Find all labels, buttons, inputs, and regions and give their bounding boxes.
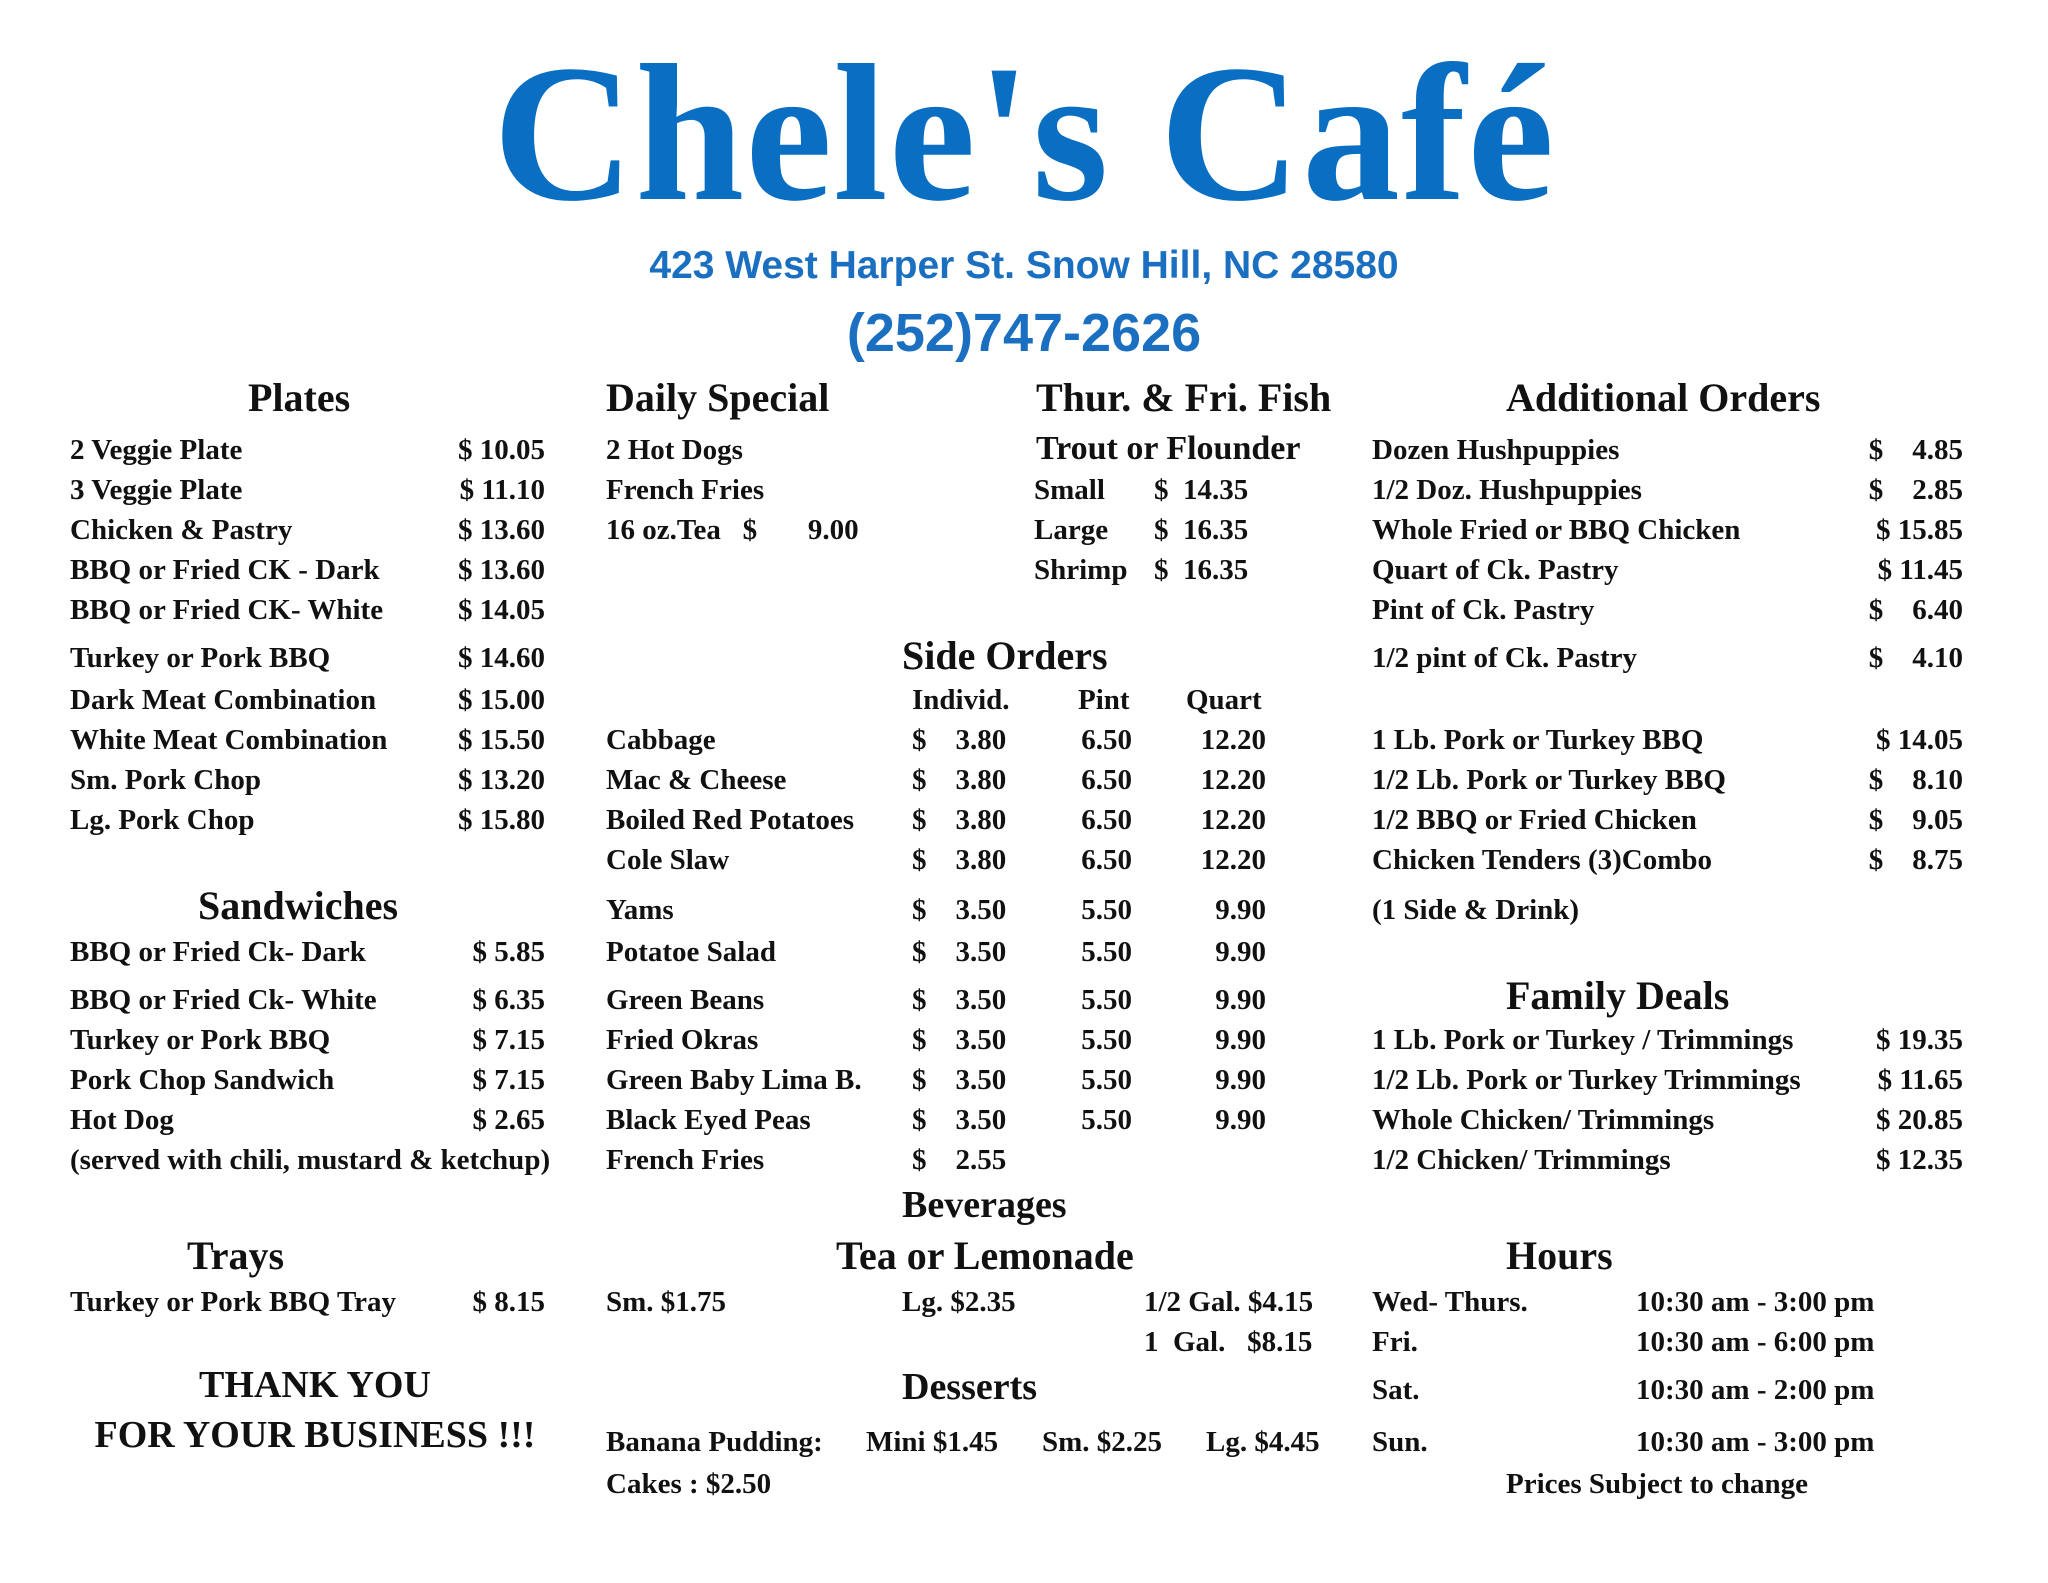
menu-item-price: $ 15.80 [458, 804, 545, 836]
plates-heading: Plates [248, 375, 351, 420]
menu-item-name: White Meat Combination [70, 724, 388, 756]
side-orders-heading: Side Orders [902, 633, 1108, 678]
side-order-individ-price: $ 2.55 [912, 1144, 1007, 1176]
menu-item-price: $ 14.60 [458, 642, 545, 674]
menu-item-price: $ 4.85 [1868, 434, 1963, 466]
side-order-name: Cole Slaw [606, 844, 730, 876]
menu-item-name: Dark Meat Combination [70, 684, 377, 716]
hours-heading: Hours [1506, 1233, 1613, 1278]
side-order-name: Cabbage [606, 724, 716, 756]
side-orders-col-pint: Pint [1078, 684, 1130, 716]
menu-item-price: $ 20.85 [1876, 1104, 1963, 1136]
cafe-address: 423 West Harper St. Snow Hill, NC 28580 [649, 244, 1399, 287]
menu-item-name: Quart of Ck. Pastry [1372, 554, 1619, 586]
menu-item-price: $ 6.40 [1868, 594, 1963, 626]
menu-item-price: $ 15.00 [458, 684, 545, 716]
side-order-individ-price: $ 3.80 [912, 724, 1007, 756]
tray-item-price: $ 8.15 [472, 1286, 545, 1318]
daily-special-heading: Daily Special [606, 375, 830, 420]
side-order-individ-price: $ 3.80 [912, 804, 1007, 836]
side-order-quart-price: 12.20 [1200, 844, 1266, 876]
menu-item-name: BBQ or Fried CK - Dark [70, 554, 380, 586]
menu-item-price: $ 2.85 [1868, 474, 1963, 506]
beverage-large-price: Lg. $2.35 [902, 1286, 1016, 1318]
hours-day: Wed- Thurs. [1372, 1286, 1528, 1318]
menu-item-name: 3 Veggie Plate [70, 474, 243, 506]
side-orders-col-quart: Quart [1186, 684, 1262, 716]
side-order-individ-price: $ 3.50 [912, 1104, 1007, 1136]
fish-item-price: $ 16.35 [1154, 514, 1249, 546]
menu-item-price: $ 14.05 [458, 594, 545, 626]
menu-item-price: $ 13.20 [458, 764, 545, 796]
thank-you-line-2: FOR YOUR BUSINESS !!! [94, 1414, 536, 1456]
side-order-quart-price: 12.20 [1200, 724, 1266, 756]
menu-item-name: 1/2 Doz. Hushpuppies [1372, 474, 1642, 506]
daily-special-line: French Fries [606, 474, 765, 506]
menu-item-name: 1 Lb. Pork or Turkey BBQ [1372, 724, 1704, 756]
prices-note: Prices Subject to change [1506, 1468, 1809, 1500]
menu-item-price: $ 11.65 [1877, 1064, 1963, 1096]
menu-item-name: Pint of Ck. Pastry [1372, 594, 1595, 626]
side-order-pint-price: 6.50 [1081, 804, 1132, 836]
menu-item-price: $ 15.50 [458, 724, 545, 756]
banana-pudding-label: Banana Pudding: [606, 1426, 823, 1458]
side-order-individ-price: $ 3.50 [912, 1064, 1007, 1096]
side-order-quart-price: 9.90 [1215, 936, 1266, 968]
side-order-pint-price: 6.50 [1081, 724, 1132, 756]
side-order-quart-price: 9.90 [1215, 1024, 1266, 1056]
side-order-quart-price: 9.90 [1215, 1064, 1266, 1096]
menu-item-price: $ 14.05 [1876, 724, 1963, 756]
menu-item-price: $ 4.10 [1868, 642, 1963, 674]
fish-item-name: Small [1034, 474, 1105, 506]
side-order-pint-price: 5.50 [1081, 984, 1132, 1016]
menu-item-price: $ 2.65 [472, 1104, 545, 1136]
side-order-individ-price: $ 3.80 [912, 764, 1007, 796]
side-order-name: Yams [606, 894, 674, 926]
menu-item-price: $ 9.05 [1868, 804, 1963, 836]
tray-item-name: Turkey or Pork BBQ Tray [70, 1286, 397, 1318]
hours-day: Fri. [1372, 1326, 1418, 1358]
pudding-small-price: Sm. $2.25 [1042, 1426, 1163, 1458]
side-order-name: Potatoe Salad [606, 936, 776, 968]
hours-time: 10:30 am - 3:00 pm [1636, 1286, 1875, 1318]
beverages-heading: Beverages [902, 1184, 1067, 1226]
side-order-individ-price: $ 3.80 [912, 844, 1007, 876]
menu-item-name: 1/2 Chicken/ Trimmings [1372, 1144, 1671, 1176]
side-order-name: Boiled Red Potatoes [606, 804, 855, 836]
side-order-pint-price: 5.50 [1081, 1104, 1132, 1136]
menu-item-price: $ 15.85 [1876, 514, 1963, 546]
hours-day: Sun. [1372, 1426, 1428, 1458]
side-order-quart-price: 9.90 [1215, 1104, 1266, 1136]
side-order-individ-price: $ 3.50 [912, 936, 1007, 968]
combo-note: (1 Side & Drink) [1372, 894, 1580, 926]
menu-item-name: Turkey or Pork BBQ [70, 1024, 331, 1056]
fish-item-price: $ 16.35 [1154, 554, 1249, 586]
menu-item-price: $ 5.85 [472, 936, 545, 968]
menu-item-price: $ 11.10 [459, 474, 545, 506]
thank-you-line-1: THANK YOU [199, 1364, 431, 1406]
menu-item-name: Pork Chop Sandwich [70, 1064, 335, 1096]
menu-item-name: Turkey or Pork BBQ [70, 642, 331, 674]
menu-item-price: $ 19.35 [1876, 1024, 1963, 1056]
side-order-pint-price: 5.50 [1081, 936, 1132, 968]
fish-item-name: Shrimp [1034, 554, 1128, 586]
side-order-pint-price: 5.50 [1081, 1064, 1132, 1096]
menu-item-name: Dozen Hushpuppies [1372, 434, 1620, 466]
fish-heading: Thur. & Fri. Fish [1036, 375, 1332, 420]
side-order-name: Green Beans [606, 984, 765, 1016]
menu-item-price: $ 8.10 [1868, 764, 1963, 796]
side-order-quart-price: 9.90 [1215, 894, 1266, 926]
side-order-name: French Fries [606, 1144, 765, 1176]
side-order-individ-price: $ 3.50 [912, 984, 1007, 1016]
fish-subheading: Trout or Flounder [1036, 430, 1301, 467]
hours-day: Sat. [1372, 1374, 1420, 1406]
side-order-name: Black Eyed Peas [606, 1104, 811, 1136]
menu-item-price: $ 11.45 [1877, 554, 1963, 586]
menu-item-name: 1/2 Lb. Pork or Turkey BBQ [1372, 764, 1726, 796]
fish-item-price: $ 14.35 [1154, 474, 1249, 506]
menu-item-name: BBQ or Fried CK- White [70, 594, 384, 626]
additional-orders-heading: Additional Orders [1506, 375, 1821, 420]
hours-time: 10:30 am - 3:00 pm [1636, 1426, 1875, 1458]
menu-item-name: 1 Lb. Pork or Turkey / Trimmings [1372, 1024, 1794, 1056]
daily-special-line: 16 oz.Tea $ 9.00 [606, 514, 859, 546]
menu-item-price: $ 10.05 [458, 434, 545, 466]
side-orders-col-individ: Individ. [912, 684, 1010, 716]
menu-item-name: Whole Fried or BBQ Chicken [1372, 514, 1741, 546]
menu-item-name: BBQ or Fried Ck- Dark [70, 936, 366, 968]
menu-item-name: 1/2 BBQ or Fried Chicken [1372, 804, 1697, 836]
beverage-small-price: Sm. $1.75 [606, 1286, 727, 1318]
hours-time: 10:30 am - 2:00 pm [1636, 1374, 1875, 1406]
menu-item-name: BBQ or Fried Ck- White [70, 984, 377, 1016]
menu-item-name: Hot Dog [70, 1104, 174, 1136]
side-order-pint-price: 5.50 [1081, 894, 1132, 926]
beverage-half-gallon-price: 1/2 Gal. $4.15 [1144, 1286, 1314, 1318]
side-order-pint-price: 5.50 [1081, 1024, 1132, 1056]
sandwiches-heading: Sandwiches [198, 883, 399, 928]
menu-item-price: $ 7.15 [472, 1024, 545, 1056]
cafe-phone[interactable]: (252)747-2626 [846, 303, 1202, 363]
menu-item-name: 1/2 pint of Ck. Pastry [1372, 642, 1638, 674]
family-deals-heading: Family Deals [1506, 973, 1730, 1018]
desserts-heading: Desserts [902, 1366, 1038, 1408]
hours-time: 10:30 am - 6:00 pm [1636, 1326, 1875, 1358]
menu-item-name: Chicken & Pastry [70, 514, 293, 546]
menu-item-name: Sm. Pork Chop [70, 764, 261, 796]
side-order-name: Mac & Cheese [606, 764, 787, 796]
menu-item-price: $ 8.75 [1868, 844, 1963, 876]
side-order-quart-price: 9.90 [1215, 984, 1266, 1016]
side-order-quart-price: 12.20 [1200, 804, 1266, 836]
tea-lemonade-heading: Tea or Lemonade [836, 1233, 1134, 1278]
menu-item-name: Chicken Tenders (3)Combo [1372, 844, 1712, 876]
side-order-individ-price: $ 3.50 [912, 894, 1007, 926]
pudding-large-price: Lg. $4.45 [1206, 1426, 1320, 1458]
menu-item-name: Whole Chicken/ Trimmings [1372, 1104, 1715, 1136]
side-order-name: Green Baby Lima B. [606, 1064, 862, 1096]
pudding-mini-price: Mini $1.45 [866, 1426, 999, 1458]
sandwich-note: (served with chili, mustard & ketchup) [70, 1144, 551, 1176]
menu-item-name: Lg. Pork Chop [70, 804, 255, 836]
menu-item-price: $ 6.35 [472, 984, 545, 1016]
beverage-gallon-price: 1 Gal. $8.15 [1144, 1326, 1313, 1358]
menu-item-name: 2 Veggie Plate [70, 434, 243, 466]
side-order-name: Fried Okras [606, 1024, 759, 1056]
trays-heading: Trays [187, 1233, 285, 1278]
daily-special-line: 2 Hot Dogs [606, 434, 743, 466]
cafe-title: Chele's Café [492, 25, 1556, 242]
side-order-quart-price: 12.20 [1200, 764, 1266, 796]
menu-item-price: $ 13.60 [458, 554, 545, 586]
menu-item-price: $ 13.60 [458, 514, 545, 546]
side-order-pint-price: 6.50 [1081, 764, 1132, 796]
side-order-individ-price: $ 3.50 [912, 1024, 1007, 1056]
side-order-pint-price: 6.50 [1081, 844, 1132, 876]
cakes-price: Cakes : $2.50 [606, 1468, 772, 1500]
fish-item-name: Large [1034, 514, 1109, 546]
menu-item-price: $ 7.15 [472, 1064, 545, 1096]
menu-item-name: 1/2 Lb. Pork or Turkey Trimmings [1372, 1064, 1801, 1096]
menu-item-price: $ 12.35 [1876, 1144, 1963, 1176]
